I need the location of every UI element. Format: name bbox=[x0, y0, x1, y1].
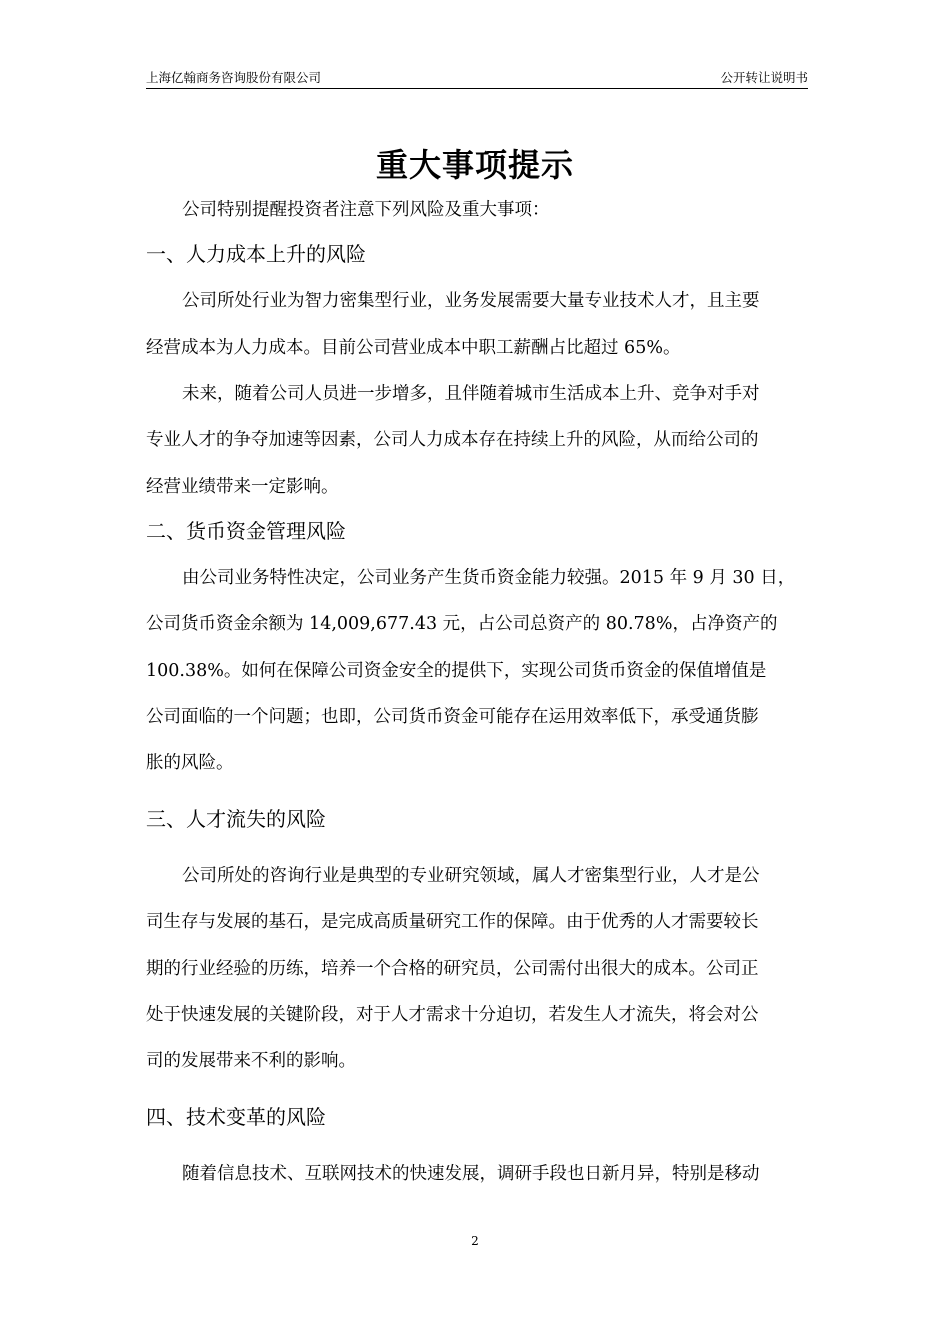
section-4-heading: 四、技术变革的风险 bbox=[146, 1105, 326, 1129]
section-3-p1-line-3: 期的行业经验的历练，培养一个合格的研究员，公司需付出很大的成本。公司正 bbox=[146, 959, 759, 979]
section-2-p1-line-4: 公司面临的一个问题；也即，公司货币资金可能存在运用效率低下，承受通货膨 bbox=[146, 707, 759, 727]
section-1-p1-line-2: 经营成本为人力成本。目前公司营业成本中职工薪酬占比超过 65%。 bbox=[146, 338, 681, 358]
section-3-p1-line-1: 公司所处的咨询行业是典型的专业研究领域，属人才密集型行业，人才是公 bbox=[182, 866, 760, 886]
section-1-p2-line-3: 经营业绩带来一定影响。 bbox=[146, 477, 339, 497]
section-3-p1-line-2: 司生存与发展的基石，是完成高质量研究工作的保障。由于优秀的人才需要较长 bbox=[146, 912, 759, 932]
section-2-p1-line-1: 由公司业务特性决定，公司业务产生货币资金能力较强。2015 年 9 月 30 日， bbox=[182, 568, 796, 588]
page-title: 重大事项提示 bbox=[375, 146, 574, 184]
section-3-p1-line-5: 司的发展带来不利的影响。 bbox=[146, 1051, 356, 1071]
section-3-heading: 三、人才流失的风险 bbox=[146, 807, 326, 831]
section-4-p1-line-1: 随着信息技术、互联网技术的快速发展，调研手段也日新月异，特别是移动 bbox=[182, 1164, 760, 1184]
section-2-heading: 二、货币资金管理风险 bbox=[146, 519, 346, 543]
section-1-p2-line-2: 专业人才的争夺加速等因素，公司人力成本存在持续上升的风险，从而给公司的 bbox=[146, 430, 759, 450]
page-header bbox=[146, 66, 808, 89]
section-2-p1-line-2: 公司货币资金余额为 14,009,677.43 元，占公司总资产的 80.78%，占净资产的 bbox=[146, 614, 778, 634]
page-number: 2 bbox=[471, 1234, 479, 1248]
header-company: 上海亿翰商务咨询股份有限公司 bbox=[146, 70, 322, 85]
intro-text: 公司特别提醒投资者注意下列风险及重大事项： bbox=[182, 200, 550, 220]
section-1-p1-line-1: 公司所处行业为智力密集型行业，业务发展需要大量专业技术人才，且主要 bbox=[182, 291, 760, 311]
section-2-p1-line-3: 100.38%。如何在保障公司资金安全的提供下，实现公司货币资金的保值增值是 bbox=[146, 661, 767, 681]
section-1-heading: 一、人力成本上升的风险 bbox=[146, 242, 366, 266]
section-3-p1-line-4: 处于快速发展的关键阶段，对于人才需求十分迫切，若发生人才流失，将会对公 bbox=[146, 1005, 759, 1025]
section-1-p2-line-1: 未来，随着公司人员进一步增多，且伴随着城市生活成本上升、竞争对手对 bbox=[182, 384, 760, 404]
header-doc-type: 公开转让说明书 bbox=[720, 70, 808, 85]
section-2-p1-line-5: 胀的风险。 bbox=[146, 753, 234, 773]
